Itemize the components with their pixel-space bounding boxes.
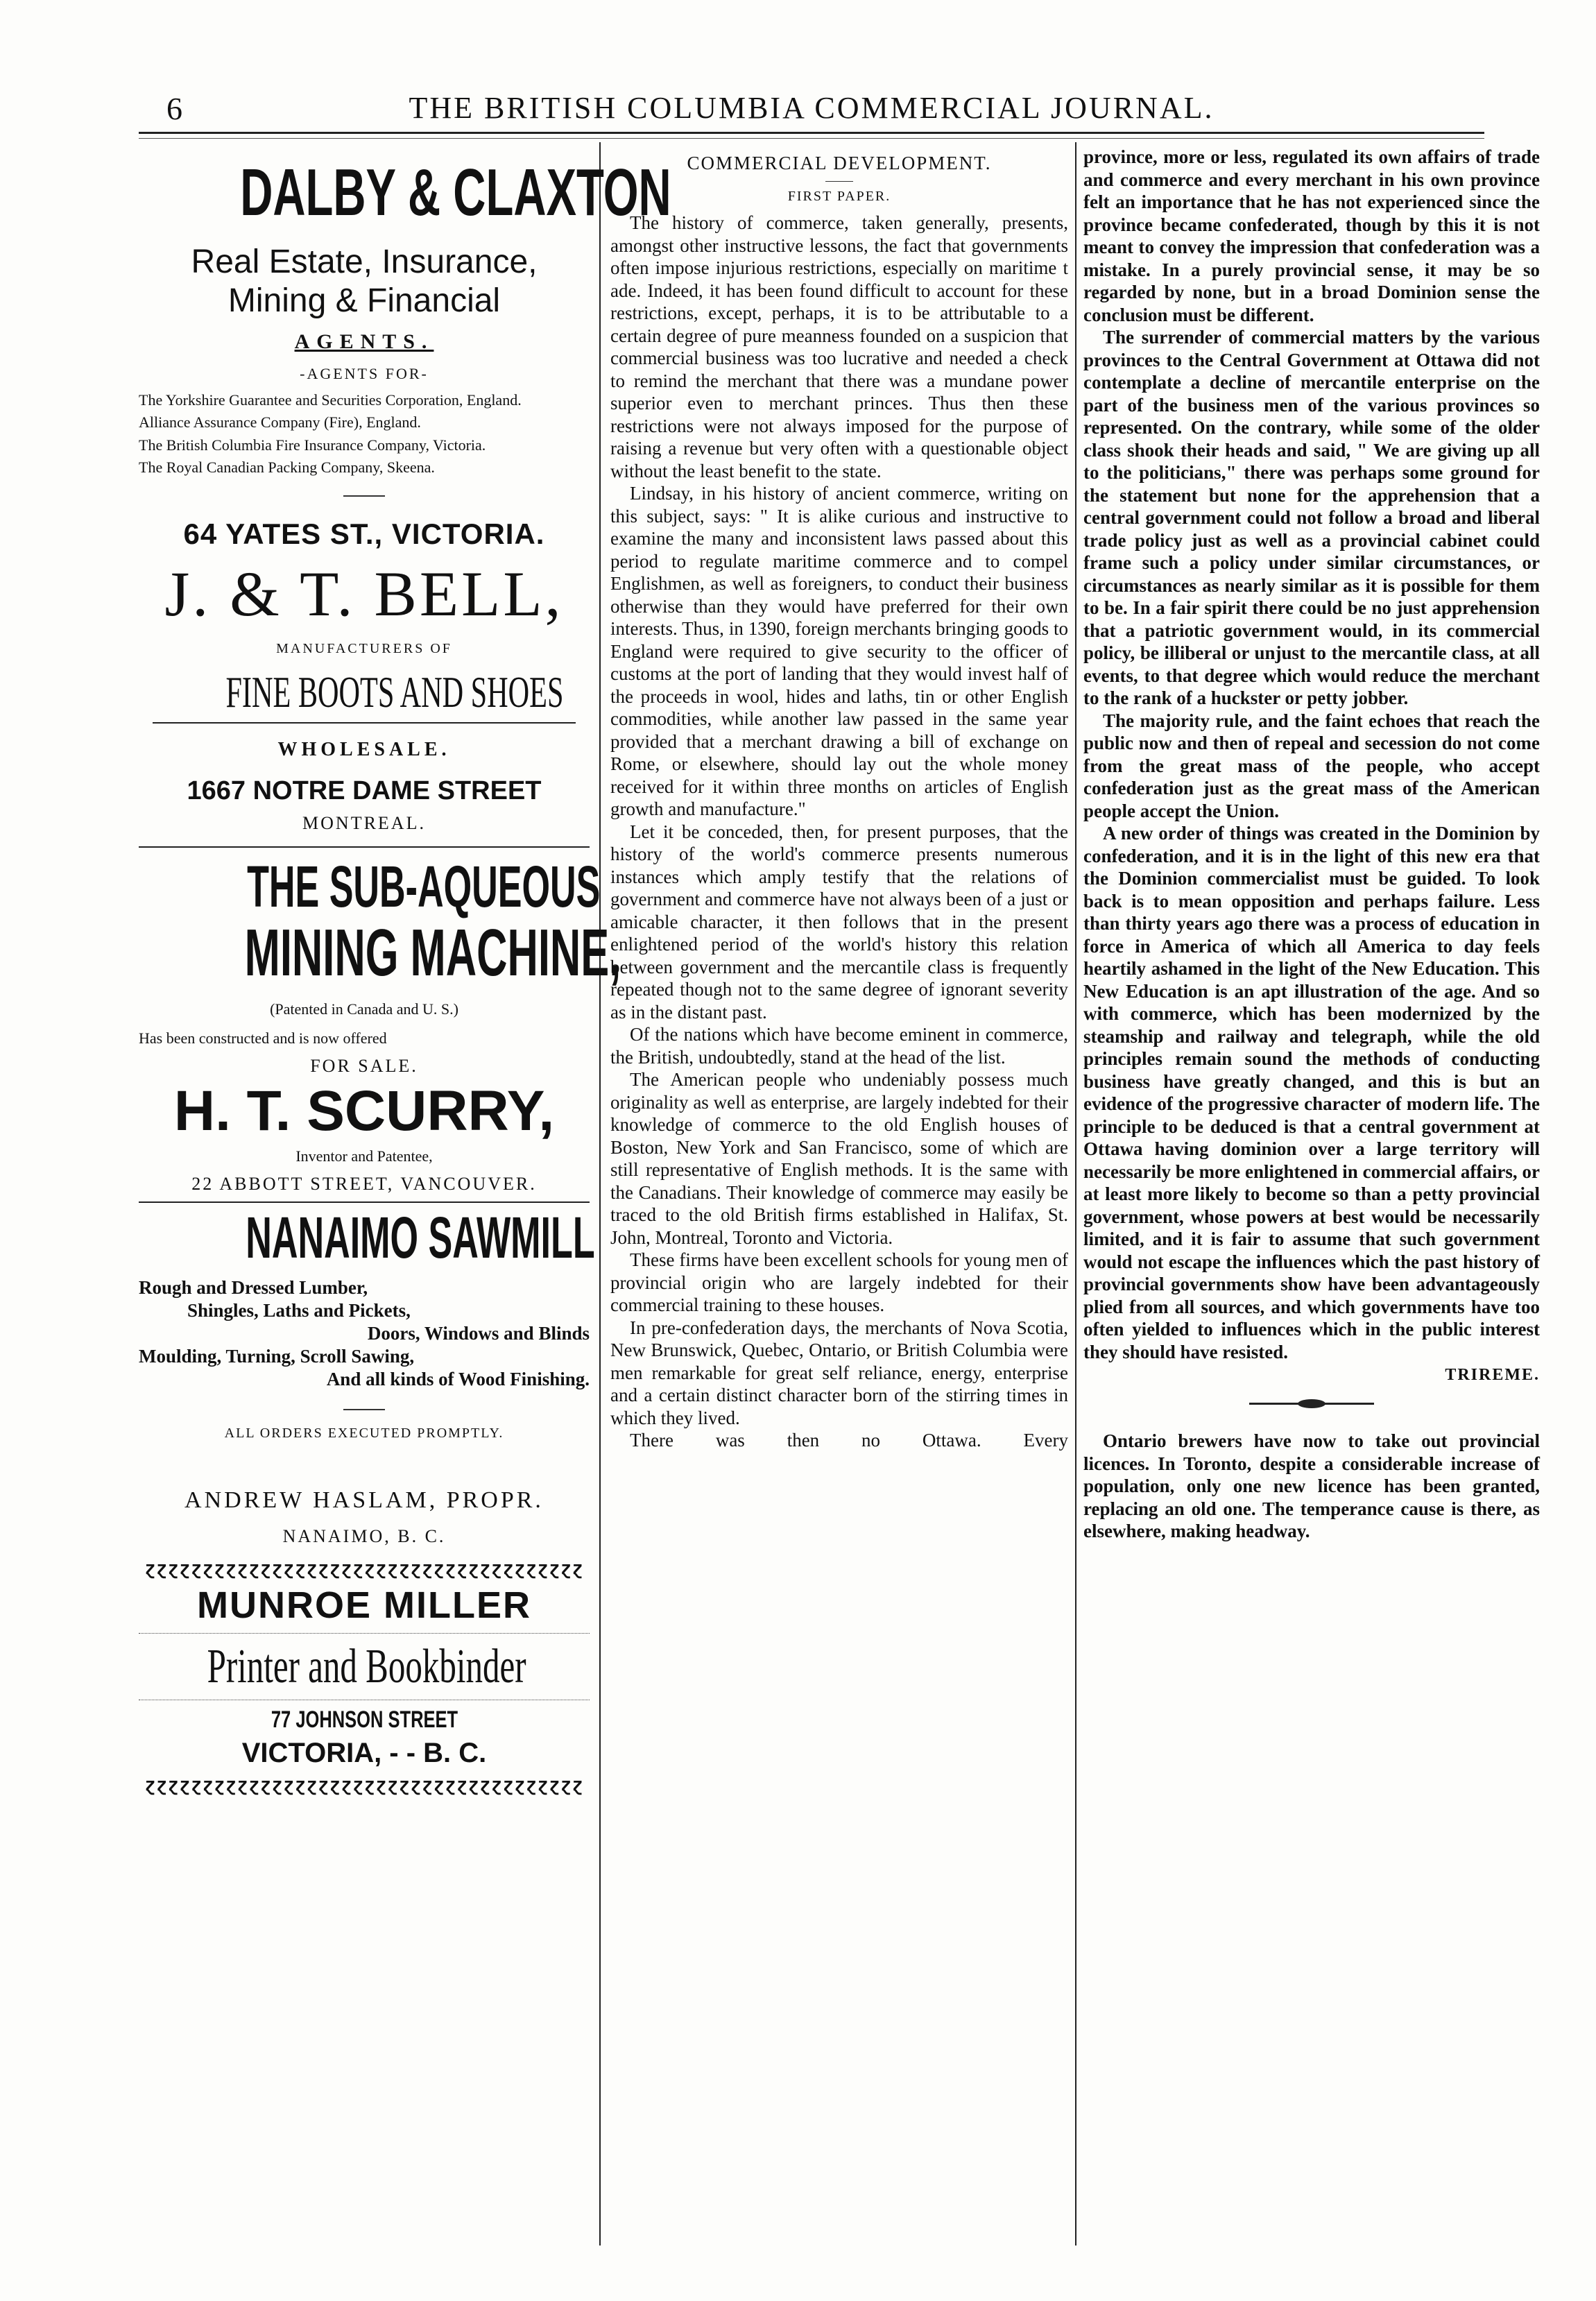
ad-subaqueous	[139, 853, 621, 1195]
subaqueous-for-sale: FOR SALE.	[310, 1055, 418, 1076]
nanaimo-orders: ALL ORDERS EXECUTED PROMPTLY.	[224, 1425, 504, 1441]
ad-munroe-miller	[139, 1558, 590, 1795]
nanaimo-proprietor: ANDREW HASLAM, PROPR.	[185, 1487, 544, 1513]
munroe-trade: Printer and Bookbinder	[207, 1639, 526, 1693]
inventor-name: H. T. SCURRY,	[173, 1079, 555, 1143]
dalby-line1: Real Estate, Insurance,	[191, 243, 538, 280]
article-paragraph: The American people who undeniably possess much originality as well as enterprise, are largely indebted for their knowledge of commerce to the old English houses of Boston, New York and San Francisco, some of which are still representative of English methods. It is the same with the Canadians. Their knowledge of commerce may easily be traced to the old British firms established in Halifax, St. John, Montreal, Toronto and Victoria.	[610, 1069, 1068, 1248]
page-header	[139, 82, 1484, 130]
divider	[343, 495, 385, 497]
dalby-line2: Mining & Financial	[228, 282, 501, 319]
ad-nanaimo-sawmill	[139, 1204, 595, 1547]
divider	[139, 1633, 590, 1634]
article-paragraph: These firms have been excellent schools for young men of provincial origin who are largely indebted for their commercial training to these houses.	[610, 1249, 1068, 1315]
nanaimo-name: NANAIMO SAWMILL	[246, 1204, 595, 1270]
munroe-street: 77 JOHNSON STREET	[271, 1706, 458, 1733]
article-paragraph: In pre-confederation days, the merchants of Nova Scotia, New Brunswick, Quebec, Ontario, or British Columbia were men remarkable for great self reliance, energy, enterprise and a certain distinct character born of the stirring times in which they lived.	[610, 1317, 1068, 1428]
agency-item: The Royal Canadian Packing Company, Skeena.	[139, 459, 435, 477]
munroe-name: MUNROE MILLER	[197, 1584, 531, 1626]
article-paragraph: Lindsay, in his history of ancient commerce, writing on this subject, says: " It is alike curious and instructive to examine the many and inconsistent laws passed about this period to regulate maritime commerce and to compel Englishmen, as well as foreigners, to conduct their business otherwise than they would have preferred for their own interests. Thus, in 1390, foreign merchants bringing goods to England were required to give security to the officer of customs at the port of landing that they would invest half of the proceeds in wool, hides and laths, tin or other English commodities, while another law passed in the same year provided that a merchant drawing a bill of exchange on Rome, or elsewhere, should lay out the whole money received for it within three months on articles of English growth and manufacture."	[610, 483, 1068, 819]
divider	[139, 846, 590, 848]
bell-city: MONTREAL.	[302, 812, 426, 833]
page-number: 6	[166, 91, 182, 126]
article-subtitle: FIRST PAPER.	[787, 189, 891, 204]
column-divider	[599, 142, 601, 2246]
nanaimo-item: Moulding, Turning, Scroll Sawing,	[139, 1345, 415, 1367]
header-rule	[139, 132, 1484, 134]
inventor-title: Inventor and Patentee,	[295, 1147, 433, 1165]
divider	[139, 1700, 590, 1701]
article-paragraph: A new order of things was created in the Dominion by confederation, and it is in the light of this new era that the Dominion commercialist must be guided. To look back is to mean opposition and perhaps failure. Less than thirty years ago there was a process of education in force in America of which all America to day feels heartily ashamed in the light of the New Education. This New Education is an apt illustration of the age. And so with commerce, which has been modernized by the steamship and railway and telegraph, while the old principles remain sound the methods of conducting business have greatly changed, and this is but an evidence of the progressive character of modern life. The principle to be deduced is that a central government at Ottawa having dominion over a large territory will necessarily be more enlightened in commercial affairs, or at least more likely to become so than a petty provincial government, whose powers at best would be necessarily limited, and it is fair to assume that such government would not escape the influences which the past history of provincial governments show have been advantageously plied from all sources, and which governments have too often yielded to influences which in the public interest they should have resisted.	[1083, 823, 1540, 1362]
subaqueous-constructed: Has been constructed and is now offered	[139, 1029, 387, 1047]
nanaimo-item: Rough and Dressed Lumber,	[139, 1276, 368, 1298]
subaqueous-address: 22 ABBOTT STREET, VANCOUVER.	[191, 1173, 537, 1194]
divider	[139, 1201, 590, 1203]
article-signature: TRIREME.	[1445, 1366, 1540, 1384]
ad-bell	[139, 559, 590, 834]
subaqueous-patented: (Patented in Canada and U. S.)	[270, 1000, 458, 1018]
divider	[153, 722, 576, 724]
news-item: Ontario brewers have now to take out provincial licences. In Toronto, despite a considerable increase of population, only one new licence has been granted, replacing an old one. The temperance cause is there, as elsewhere, making headway.	[1083, 1430, 1540, 1541]
section-end-rule	[1249, 1403, 1374, 1405]
advertisements-column	[139, 146, 671, 2252]
agency-item: The Yorkshire Guarantee and Securities Corporation, England.	[139, 391, 522, 409]
divider	[825, 181, 853, 182]
article-paragraph: province, more or less, regulated its own affairs of trade and commerce and every merchant in his own province felt an importance that he has not experienced since the province became confederated, though by this it is not meant to convey the impression that confederation was a mistake. In a purely provincial sense, it may be so regarded by none, but in a broad Dominion sense the conclusion must be different.	[1083, 146, 1540, 325]
article-paragraph: Let it be conceded, then, for present purposes, that the history of the world's commerce presents numerous instances which amply testify that the relations of government and commerce have not always been of a just or amicable character, it then follows that in the present enlightened period of the world's history this relation between government and the mercantile class is frequently repeated though not to the same degree of ignorant severity as in the distant past.	[610, 821, 1068, 1023]
dalby-agents-for: -AGENTS FOR-	[300, 365, 429, 382]
dalby-name: DALBY & CLAXTON	[240, 155, 671, 230]
bell-product: FINE BOOTS AND SHOES	[225, 667, 564, 717]
dalby-address: 64 YATES ST., VICTORIA.	[183, 517, 545, 550]
subaqueous-line2: MINING MACHINE,	[244, 915, 621, 990]
article-paragraph: The history of commerce, taken generally, presents, amongst other instructive lessons, the fact that governments often impose injurious restrictions, especially on maritime t ade. Indeed, it has been found difficult to account for these restrictions, except, perhaps, it is to be attributable to a certain degree of pure meanness founded on a suspicion that commercial business was too lucrative and needed a check to remind the merchant that there was a mundane power superior even to merchant princes. Thus then these restrictions were not always imposed for the purpose of raising a revenue but very often with a questionable object without the least benefit to the state.	[610, 212, 1068, 481]
column-divider	[1075, 142, 1076, 2246]
nanaimo-item: Doors, Windows and Blinds	[367, 1322, 590, 1344]
nanaimo-location: NANAIMO, B. C.	[282, 1525, 446, 1546]
ad-dalby-claxton	[139, 155, 671, 551]
subaqueous-line1: THE SUB-AQUEOUS	[247, 853, 601, 919]
agency-item: Alliance Assurance Company (Fire), England.	[139, 413, 421, 431]
article-paragraph: The surrender of commercial matters by the various provinces to the Central Government at Ottawa did not contemplate a decline of mercantile enterprise on the part of the business men of the various provinces so represented. On the contrary, while some of the older class shook their heads and said, " We are giving up all to the politicians," there was perhaps some ground for the statement but none for the apprehension that a central government could not follow a broad and liberal trade policy just as well as a provincial cabinet could frame such a policy under similar circumstances, or circumstances as nearly similar as it is possible for them to be. In a fair spirit there could be no just apprehension that a patriotic government would, in its commercial policy, be illiberal or unjust to the mercantile class, at all events, to that degree which would reduce the merchant to the rank of a huckster or petty jobber.	[1083, 327, 1540, 708]
article-title: COMMERCIAL DEVELOPMENT.	[687, 153, 992, 173]
bell-wholesale: WHOLESALE.	[277, 738, 451, 760]
dalby-agents-heading: AGENTS.	[294, 330, 434, 353]
header-rule-thin	[139, 138, 1484, 139]
divider	[343, 1409, 385, 1410]
ornament-border: ɀɀɀɀɀɀɀɀɀɀɀɀɀɀɀɀɀɀɀɀɀɀɀɀɀɀɀɀɀɀɀɀɀɀɀɀɀɀ	[144, 1774, 584, 1795]
ornament-border: ɀɀɀɀɀɀɀɀɀɀɀɀɀɀɀɀɀɀɀɀɀɀɀɀɀɀɀɀɀɀɀɀɀɀɀɀɀɀ	[144, 1557, 584, 1579]
article-continuation-column	[1083, 146, 1540, 2252]
article-paragraph: Of the nations which have become eminent in commerce, the British, undoubtedly, stand at the head of the list.	[610, 1024, 1068, 1068]
article-column	[610, 146, 1068, 2252]
bell-manufacturers: MANUFACTURERS OF	[276, 640, 452, 656]
journal-title: THE BRITISH COLUMBIA COMMERCIAL JOURNAL.	[409, 91, 1215, 125]
munroe-city: VICTORIA, - - B. C.	[241, 1737, 487, 1768]
article-paragraph: The majority rule, and the faint echoes that reach the public now and then of repeal and secession do not come from the great mass of the people, who accept confederation just as the great mass of the American people accept the Union.	[1083, 710, 1540, 821]
article-paragraph: There was then no Ottawa. Every	[630, 1430, 1068, 1451]
bell-name: J. & T. BELL,	[164, 558, 564, 629]
nanaimo-item: And all kinds of Wood Finishing.	[326, 1368, 590, 1389]
agency-item: The British Columbia Fire Insurance Company, Victoria.	[139, 436, 486, 454]
nanaimo-items	[139, 1276, 590, 1391]
nanaimo-item: Shingles, Laths and Pickets,	[187, 1299, 411, 1321]
bell-street: 1667 NOTRE DAME STREET	[187, 776, 542, 805]
